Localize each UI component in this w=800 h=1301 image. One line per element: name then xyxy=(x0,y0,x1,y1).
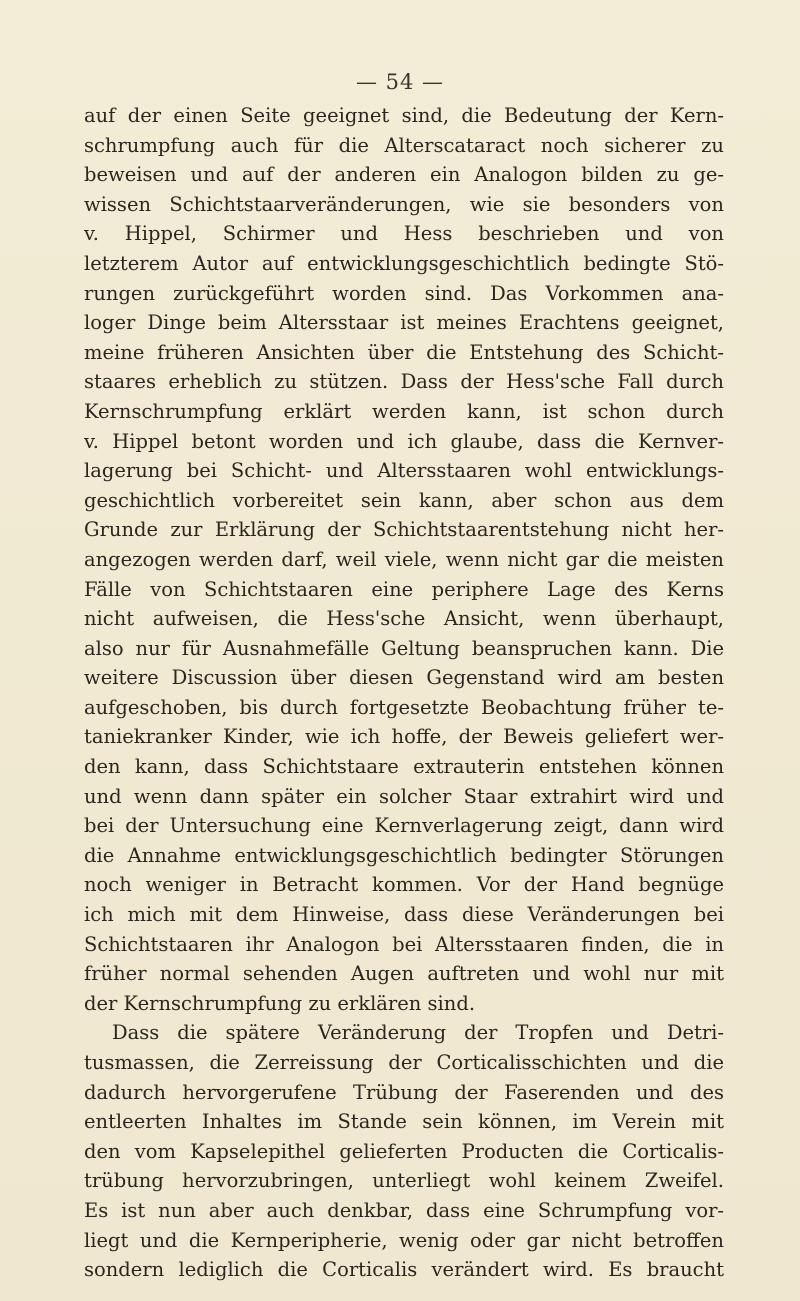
text-line: noch weniger in Betracht kommen. Vor der Hand begnüge xyxy=(84,873,724,897)
text-line: Fälle von Schichtstaaren eine periphere Lage des Kerns xyxy=(84,577,724,601)
text-line: tusmassen, die Zerreissung der Corticalisschichten und die xyxy=(84,1051,724,1074)
text-line: Dass die spätere Veränderung der Tropfen und Detri- xyxy=(112,1021,724,1045)
text-line: die Annahme entwicklungsgeschichtlich bedingter Störungen xyxy=(84,843,724,867)
text-line: bei der Untersuchung eine Kernverlagerung zeigt, dann wird xyxy=(84,814,724,838)
text-line: den kann, dass Schichtstaare extrauterin entstehen können xyxy=(84,755,724,779)
text-line: sondern lediglich die Corticalis verändert wird. Es braucht xyxy=(84,1258,724,1282)
text-line: Kernschrumpfung erklärt werden kann, ist schon durch xyxy=(84,399,724,423)
text-line: meine früheren Ansichten über die Entstehung des Schicht- xyxy=(84,340,724,364)
text-line: entleerten Inhaltes im Stande sein können, im Verein mit xyxy=(84,1110,724,1134)
text-line: weitere Discussion über diesen Gegenstand wird am besten xyxy=(84,666,724,690)
text-line: ich mich mit dem Hinweise, dass diese Veränderungen bei xyxy=(84,903,724,927)
text-line: aufgeschoben, bis durch fortgesetzte Beobachtung früher te- xyxy=(84,695,724,719)
text-line: Es ist nun aber auch denkbar, dass eine Schrumpfung vor- xyxy=(84,1198,724,1222)
text-line: rungen zurückgeführt worden sind. Das Vorkommen ana- xyxy=(84,281,724,305)
text-line: v. Hippel betont worden und ich glaube, dass die Kernver- xyxy=(84,429,724,453)
text-line: angezogen werden darf, weil viele, wenn nicht gar die meisten xyxy=(84,547,724,571)
page-number: — 54 — xyxy=(355,70,445,94)
text-line: lagerung bei Schicht- und Altersstaaren wohl entwicklungs- xyxy=(84,459,724,483)
text-line: also nur für Ausnahmefälle Geltung beanspruchen kann. Die xyxy=(84,636,724,660)
text-line: geschichtlich vorbereitet sein kann, aber schon aus dem xyxy=(84,488,724,512)
text-line: v. Hippel, Schirmer und Hess beschrieben und von xyxy=(84,222,724,246)
text-line: taniekranker Kinder, wie ich hoffe, der Beweis geliefert wer- xyxy=(84,725,724,749)
text-line: dadurch hervorgerufene Trübung der Faserenden und des xyxy=(84,1080,724,1104)
body-text xyxy=(84,101,724,1285)
text-line: staares erheblich zu stützen. Dass der Hess'sche Fall durch xyxy=(84,370,724,394)
text-line: liegt und die Kernperipherie, wenig oder gar nicht betroffen xyxy=(84,1228,724,1252)
text-line: beweisen und auf der anderen ein Analogon bilden zu ge- xyxy=(84,163,724,187)
text-line: Schichtstaaren ihr Analogon bei Altersstaaren finden, die in xyxy=(84,932,724,956)
text-line: Grunde zur Erklärung der Schichtstaarentstehung nicht her- xyxy=(84,518,724,542)
text-line: früher normal sehenden Augen auftreten und wohl nur mit xyxy=(84,962,724,986)
text-line: letzterem Autor auf entwicklungsgeschichtlich bedingte Stö- xyxy=(84,251,724,275)
text-line: wissen Schichtstaarveränderungen, wie sie besonders von xyxy=(84,192,724,216)
text-line: trübung hervorzubringen, unterliegt wohl keinem Zweifel. xyxy=(84,1169,724,1193)
text-line: nicht aufweisen, die Hess'sche Ansicht, wenn überhaupt, xyxy=(84,607,724,631)
text-line: und wenn dann später ein solcher Staar extrahirt wird und xyxy=(84,784,724,808)
text-line: den vom Kapselepithel gelieferten Producten die Corticalis- xyxy=(84,1139,724,1163)
text-line: loger Dinge beim Altersstaar ist meines Erachtens geeignet, xyxy=(84,311,724,335)
text-line: auf der einen Seite geeignet sind, die Bedeutung der Kern- xyxy=(84,104,724,127)
text-line: der Kernschrumpfung zu erklären sind. xyxy=(84,991,476,1015)
text-line: schrumpfung auch für die Alterscataract noch sicherer zu xyxy=(84,133,724,157)
